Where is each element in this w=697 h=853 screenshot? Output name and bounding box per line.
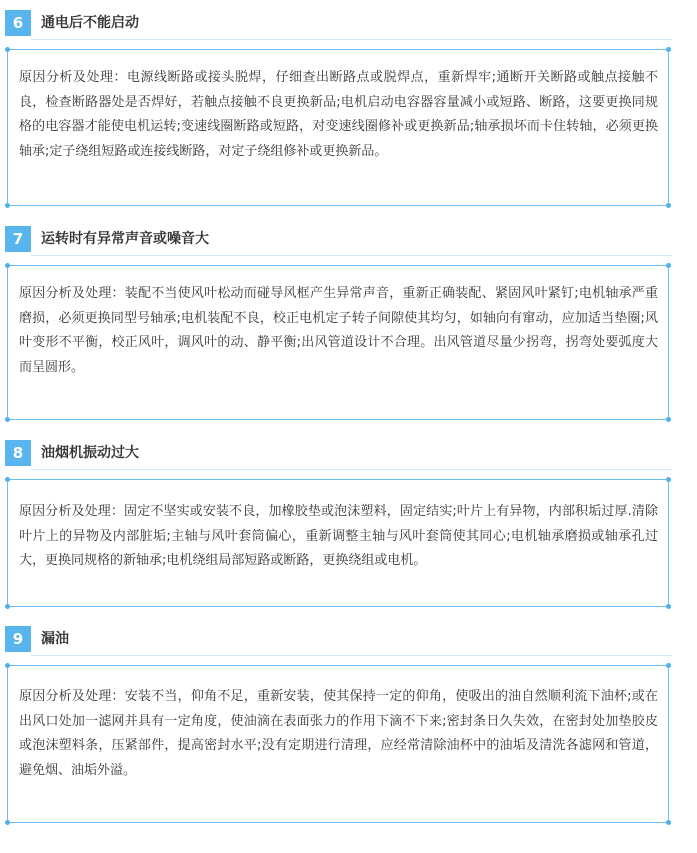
section-title: 漏油 [41,631,69,647]
section-header [0,436,697,470]
header-divider [31,469,672,470]
corner-dot [666,820,671,825]
section-number-badge: 8 [5,440,31,466]
corner-dot [666,417,671,422]
corner-dot [666,47,671,52]
section-9 [0,622,697,778]
section-number-badge: 7 [5,226,31,252]
corner-dot [666,604,671,609]
section-header [0,622,697,656]
content-box [7,49,669,206]
corner-dot [5,604,10,609]
corner-dot [5,203,10,208]
corner-dot [5,47,10,52]
section-title: 通电后不能启动 [41,15,139,31]
section-text: 原因分析及处理：安装不当，仰角不足，重新安装，使其保持一定的仰角，使吸出的油自然顺利流下油杯;或在出风口处加一滤网并具有一定角度，使油滴在表面张力的作用下滴不下来;密封条日久失效，在密封处加垫胶皮或泡沫塑料条，压紧部件，提高密封水平;没有定期进行清理，应经常清除油杯中的油垢及清洗各滤网和管道，避免烟、油垢外溢。 [19,689,658,778]
header-divider [31,255,672,256]
section-text: 原因分析及处理：固定不坚实或安装不良，加橡胶垫或泡沫塑料，固定结实;叶片上有异物，内部积垢过厚.清除叶片上的异物及内部脏垢;主轴与风叶套筒偏心，重新调整主轴与风叶套筒使其同心;电机轴承磨损或轴承孔过大，更换同规格的新轴承;电机绕组局部短路或断路，更换绕组或电机。 [19,504,658,568]
corner-dot [5,263,10,268]
section-number-badge: 9 [5,626,31,652]
corner-dot [5,663,10,668]
corner-dot [666,203,671,208]
corner-dot [5,477,10,482]
corner-dot [666,263,671,268]
section-8 [0,436,697,568]
header-divider [31,39,672,40]
header-divider [31,655,672,656]
section-header [0,222,697,256]
content-box [7,265,669,420]
corner-dot [666,663,671,668]
section-6 [0,6,697,159]
corner-dot [5,820,10,825]
content-box [7,665,669,823]
section-title: 油烟机振动过大 [41,445,139,461]
section-number-badge: 6 [5,10,31,36]
section-text: 原因分析及处理：电源线断路或接头脱焊，仔细查出断路点或脱焊点，重新焊牢;通断开关断路或触点接触不良，检查断路器处是否焊好，若触点接触不良更换新品;电机启动电容器容量减小或短路、断路，这要更换同规格的电容器才能使电机运转;变速线圈断路或短路，对变速线圈修补或更换新品;轴承损坏而卡住转轴，必须更换轴承;定子绕组短路或连接线断路，对定子绕组修补或更换新品。 [19,70,658,159]
section-header [0,6,697,40]
corner-dot [5,417,10,422]
section-text: 原因分析及处理：装配不当使风叶松动而碰导风框产生异常声音，重新正确装配、紧固风叶紧钉;电机轴承严重磨损，必须更换同型号轴承;电机装配不良，校正电机定子转子间隙使其均匀，如轴向有窜动，应加适当垫圈;风叶变形不平衡，校正风叶，调风叶的动、静平衡;出风管道设计不合理。出风管道尽量少拐弯，拐弯处要弧度大而呈圆形。 [19,286,658,375]
content-box [7,479,669,607]
section-7 [0,222,697,375]
section-title: 运转时有异常声音或噪音大 [41,231,209,247]
corner-dot [666,477,671,482]
